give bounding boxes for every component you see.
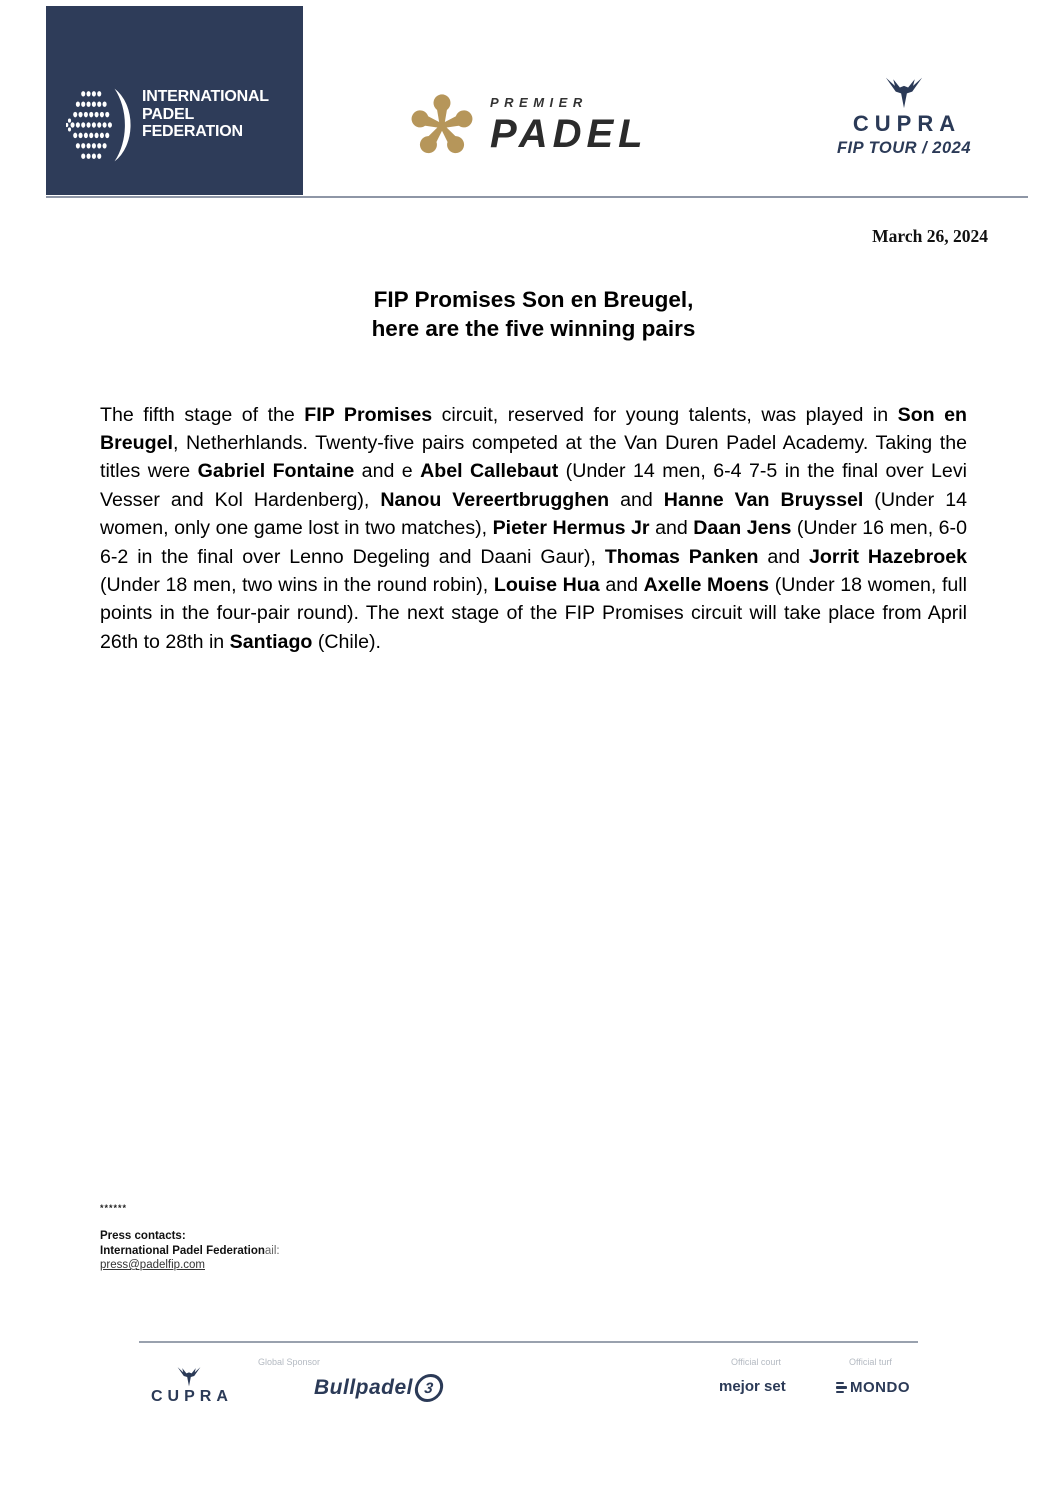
- ipf-line1: INTERNATIONAL: [142, 88, 269, 105]
- bullpadel-wordmark: Bullpadel: [314, 1376, 414, 1399]
- premier-wordmark-top: PREMIER: [490, 95, 588, 110]
- sponsor-divider: [139, 1341, 918, 1343]
- premier-padel-logo: [408, 92, 648, 160]
- premier-padel-asterisk-icon: [408, 92, 476, 160]
- date: March 26, 2024: [872, 226, 988, 246]
- press-contacts-label: Press contacts:: [100, 1230, 186, 1242]
- title-line1: FIP Promises Son en Breugel,: [373, 287, 694, 312]
- bullpadel-emblem-icon: 3: [413, 1374, 445, 1402]
- press-contacts-org: [100, 1245, 280, 1257]
- mejorset-sponsor-logo: mejor set: [719, 1378, 786, 1395]
- ipf-logo: [46, 6, 303, 195]
- fip-tour-wordmark: FIP TOUR / 2024: [836, 139, 972, 157]
- official-turf-label: Official turf: [849, 1357, 892, 1367]
- global-sponsor-label: Global Sponsor: [258, 1357, 321, 1367]
- separator-stars: ******: [100, 1203, 128, 1213]
- ipf-line2: PADEL: [142, 105, 195, 123]
- mondo-wordmark: MONDO: [850, 1379, 910, 1396]
- cupra-sponsor-wordmark: CUPRA: [151, 1388, 233, 1405]
- mondo-bars-icon: [836, 1382, 847, 1394]
- org-suffix: ail:: [264, 1245, 280, 1257]
- ipf-logo-text: [142, 88, 269, 141]
- press-email-link[interactable]: press@padelfip.com: [100, 1259, 205, 1271]
- cupra-bull-icon: [883, 76, 925, 109]
- org-name: International Padel Federation: [100, 1245, 265, 1257]
- official-court-label: Official court: [731, 1357, 781, 1367]
- premier-wordmark-bottom: PADEL: [490, 112, 648, 156]
- padel-racket-icon: [66, 86, 132, 164]
- bullpadel-sponsor-logo: [314, 1374, 443, 1402]
- cupra-wordmark: CUPRA: [852, 111, 962, 136]
- cupra-bull-icon: [176, 1366, 202, 1387]
- cupra-sponsor-logo: [146, 1366, 232, 1406]
- title-line2: here are the five winning pairs: [371, 316, 696, 341]
- header-divider: [46, 196, 1028, 198]
- page-title: [100, 285, 967, 343]
- cupra-fip-tour-logo: [824, 76, 984, 158]
- body-paragraph: The fifth stage of the FIP Promises circuit, reserved for young talents, was played in Son en Breugel, Netherhlands. Twenty-five pairs competed at the Van Duren Padel Academy. Taking the titles were Gabriel Fontaine and e Abel Callebaut (Under 14 men, 6-4 7-5 in the final over Levi Vesser and Kol Hardenberg), Nanou Vereertbrugghen and Hanne Van Bruyssel (Under 14 women, only one game lost in two matches), Pieter Hermus Jr and Daan Jens (Under 16 men, 6-0 6-2 in the final over Lenno Degeling and Daani Gaur), Thomas Panken and Jorrit Hazebroek (Under 18 men, two wins in the round robin), Louise Hua and Axelle Moens (Under 18 women, full points in the four-pair round). The next stage of the FIP Promises circuit will take place from April 26th to 28th in Santiago (Chile).: [100, 403, 968, 653]
- mondo-sponsor-logo: [836, 1379, 910, 1396]
- ipf-line3: FEDERATION: [142, 123, 243, 140]
